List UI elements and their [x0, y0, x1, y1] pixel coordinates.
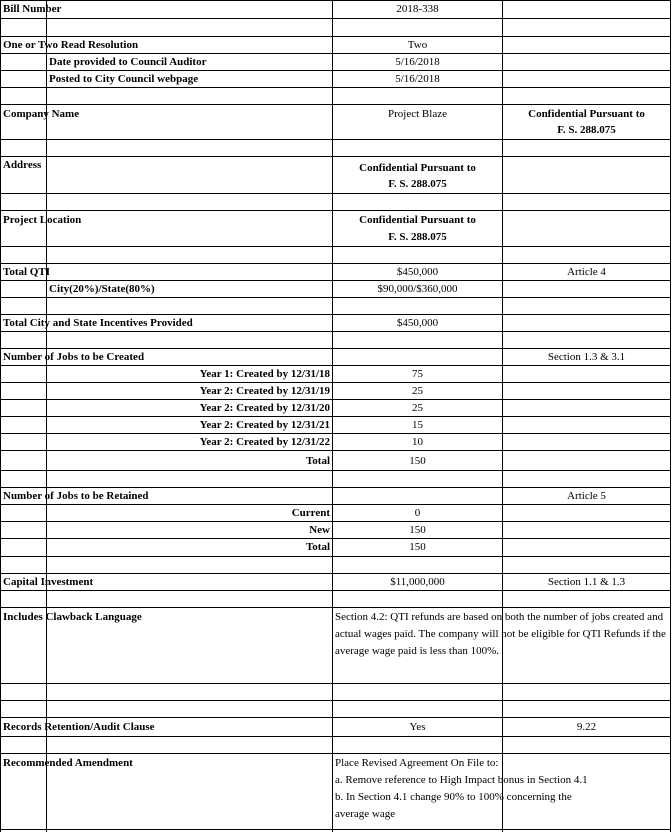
jobs-retained-total-value: 150 [409, 541, 426, 553]
jobs-created-row-label: Year 2: Created by 12/31/19 [199, 385, 330, 397]
jobs-retained-row-label: Current [291, 507, 330, 519]
company-name-label: Company Name [3, 108, 80, 120]
company-ref-line1: Confidential Pursuant to [528, 108, 645, 120]
grid-line [0, 139, 671, 140]
total-qti-label: Total QTI [3, 266, 50, 278]
grid-line [0, 683, 671, 684]
grid-line [0, 717, 671, 718]
bill-number-value: 2018-338 [396, 3, 439, 15]
split-value: $90,000/$360,000 [377, 283, 458, 295]
jobs-created-row-value: 25 [412, 402, 423, 414]
grid-line [0, 156, 671, 157]
grid-line [0, 607, 671, 608]
location-line2: F. S. 288.075 [388, 231, 447, 243]
jobs-retained-ref: Article 5 [567, 490, 606, 502]
capital-investment-value: $11,000,000 [390, 576, 445, 588]
grid-line [0, 700, 671, 701]
jobs-retained-total-label: Total [305, 541, 330, 553]
address-line1: Confidential Pursuant to [359, 162, 476, 174]
amendment-line: a. Remove reference to High Impact bonus in Section 4.1 [335, 774, 588, 786]
split-label: City(20%)/State(80%) [49, 283, 155, 295]
grid-line [0, 556, 671, 557]
grid-line [0, 193, 671, 194]
total-incentives-label: Total City and State Incentives Provided [3, 317, 193, 329]
company-ref-line2: F. S. 288.075 [557, 124, 616, 136]
company-name-value: Project Blaze [388, 108, 447, 120]
reading-label: One or Two Read Resolution [3, 39, 139, 51]
grid-line [0, 829, 671, 830]
jobs-retained-label: Number of Jobs to be Retained [3, 490, 149, 502]
location-line1: Confidential Pursuant to [359, 214, 476, 226]
amendment-line: average wage [335, 808, 396, 820]
clawback-label: Includes Clawback Language [3, 611, 142, 623]
jobs-created-row-value: 10 [412, 436, 423, 448]
records-retention-value: Yes [409, 721, 426, 733]
jobs-created-total-label: Total [305, 455, 330, 467]
capital-investment-label: Capital Investment [3, 576, 94, 588]
grid-line [0, 470, 671, 471]
jobs-created-row-value: 15 [412, 419, 423, 431]
jobs-created-label: Number of Jobs to be Created [3, 351, 145, 363]
jobs-created-row-value: 25 [412, 385, 423, 397]
total-qti-value: $450,000 [396, 266, 439, 278]
jobs-created-ref: Section 1.3 & 3.1 [547, 351, 626, 363]
jobs-created-row-label: Year 2: Created by 12/31/21 [199, 419, 330, 431]
jobs-retained-row-label: New [309, 524, 330, 536]
clawback-text: Section 4.2: QTI refunds are based on both the number of jobs created and actual wages paid. The company will not be eligible for QTI Refunds if the average wage paid is less than 100%. [335, 611, 666, 657]
jobs-created-row-label: Year 2: Created by 12/31/20 [199, 402, 330, 414]
records-retention-ref: 9.22 [576, 721, 597, 733]
amendment-line: b. In Section 4.1 change 90% to 100% concerning the [335, 791, 572, 803]
grid-line [0, 18, 671, 19]
amendment-line: Place Revised Agreement On File to: [335, 757, 499, 769]
reading-value: Two [407, 39, 428, 51]
jobs-created-row-label: Year 1: Created by 12/31/18 [199, 368, 330, 380]
bill-number-label: Bill Number [3, 3, 62, 15]
address-label: Address [3, 159, 42, 171]
date-auditor-value: 5/16/2018 [395, 56, 440, 68]
date-auditor-label: Date provided to Council Auditor [49, 56, 207, 68]
date-posted-label: Posted to City Council webpage [49, 73, 199, 85]
location-label: Project Location [3, 214, 82, 226]
jobs-created-total-value: 150 [409, 455, 426, 467]
jobs-retained-row-value: 0 [414, 507, 421, 519]
grid-line [0, 736, 671, 737]
total-incentives-value: $450,000 [396, 317, 439, 329]
date-posted-value: 5/16/2018 [395, 73, 440, 85]
records-retention-label: Records Retention/Audit Clause [3, 721, 155, 733]
address-line2: F. S. 288.075 [388, 178, 447, 190]
capital-investment-ref: Section 1.1 & 1.3 [547, 576, 626, 588]
grid-line [0, 104, 671, 105]
jobs-retained-row-value: 150 [409, 524, 426, 536]
amendment-label: Recommended Amendment [3, 757, 133, 769]
grid-line [0, 210, 671, 211]
jobs-created-row-label: Year 2: Created by 12/31/22 [199, 436, 330, 448]
total-qti-ref: Article 4 [567, 266, 606, 278]
grid-line [0, 753, 671, 754]
grid-line [0, 246, 671, 247]
jobs-created-row-value: 75 [412, 368, 423, 380]
